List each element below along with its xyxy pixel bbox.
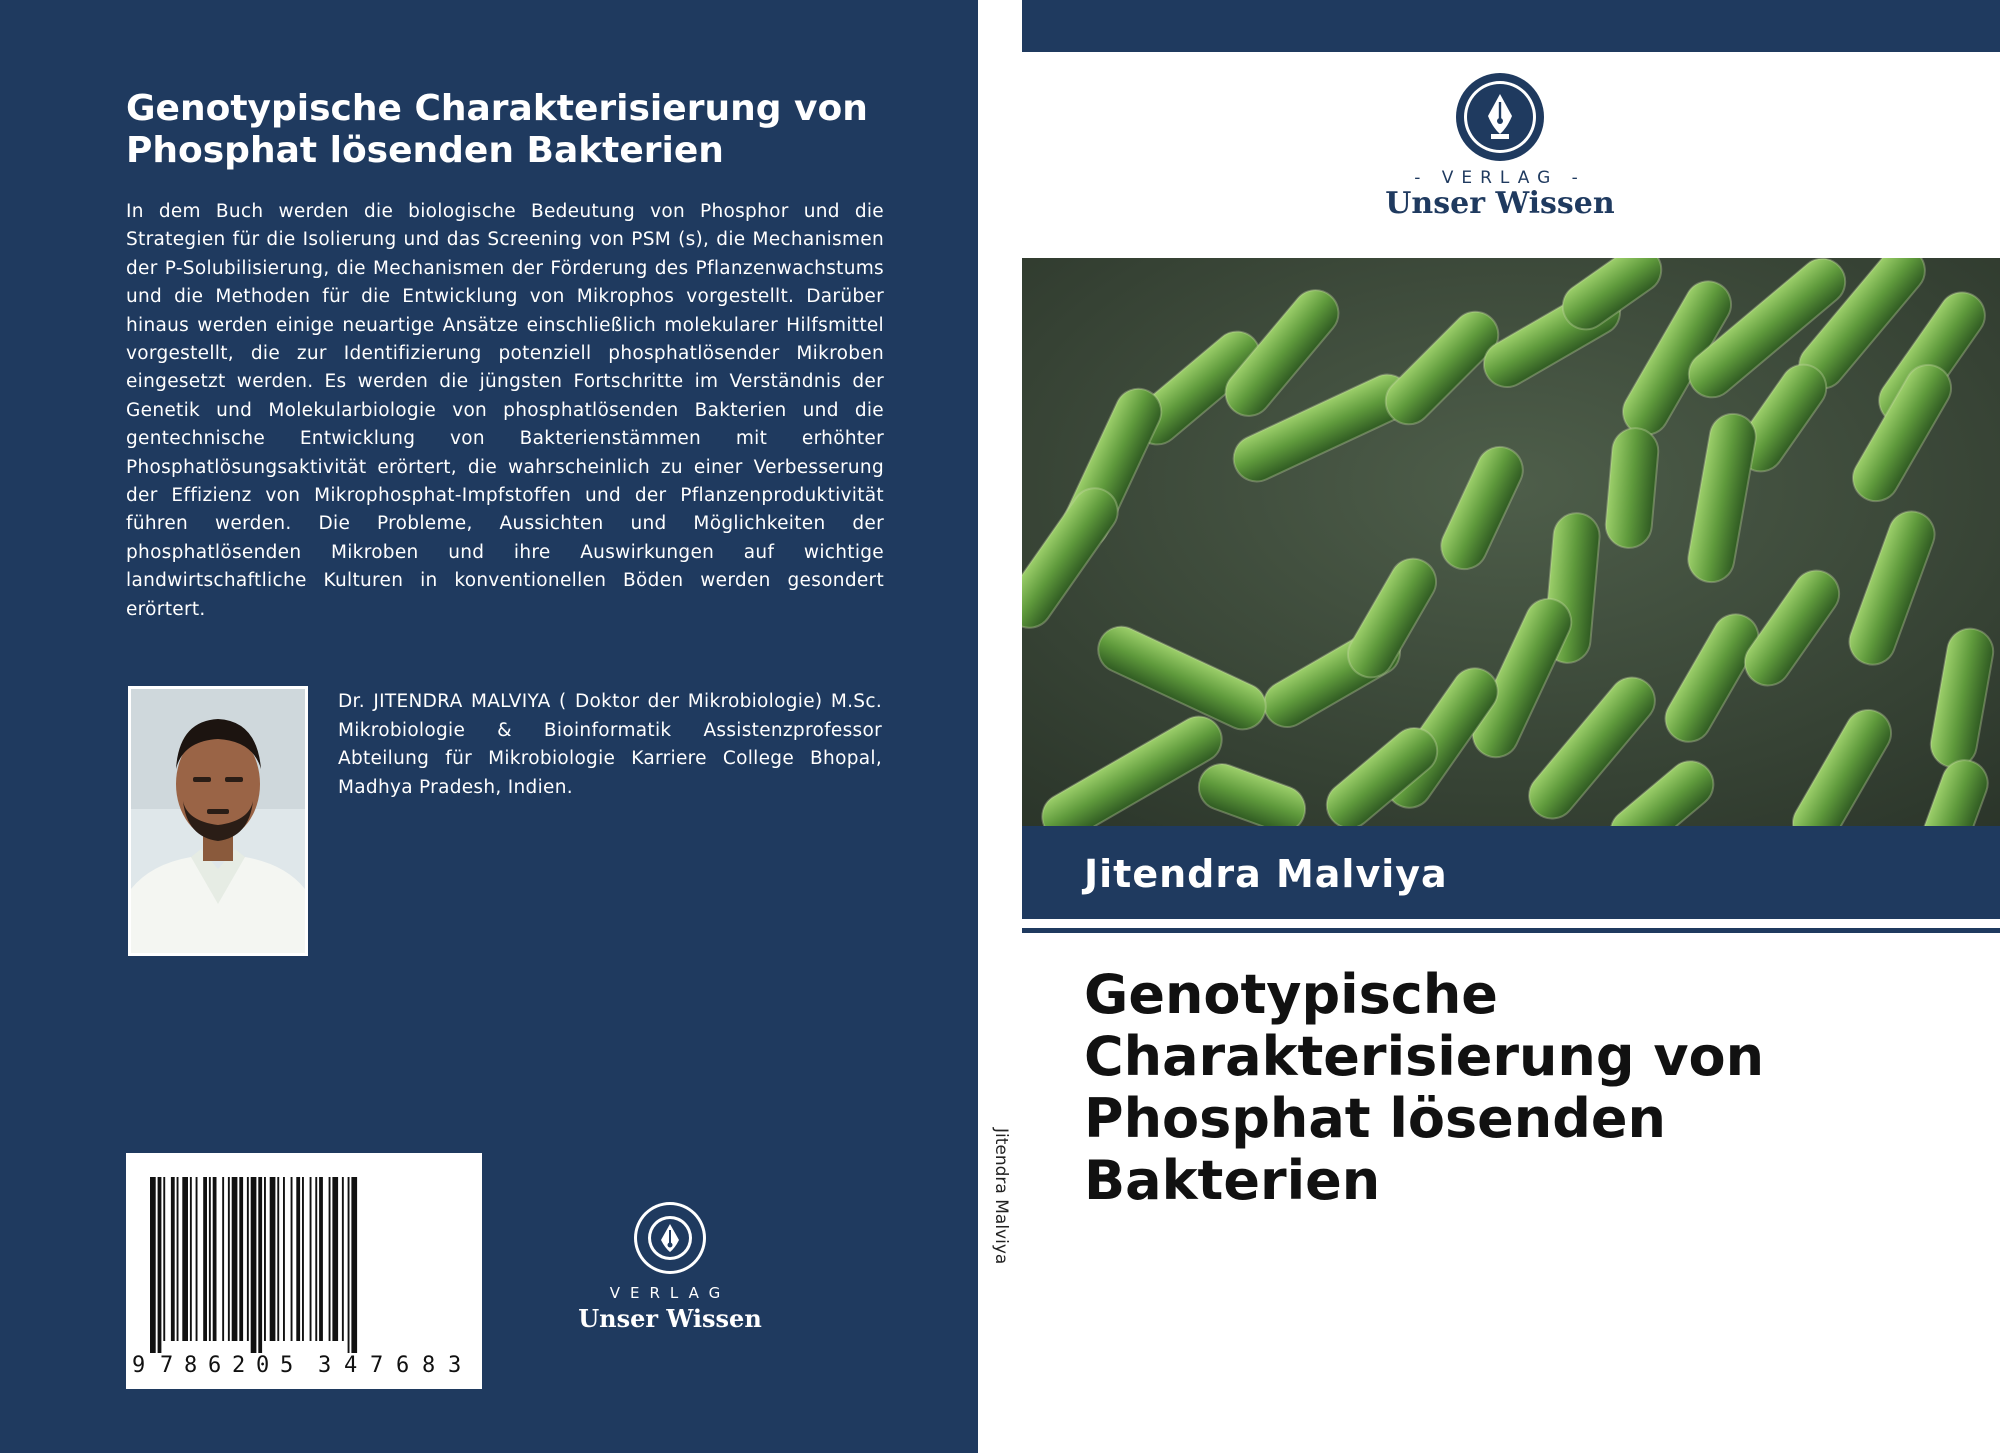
barcode <box>126 1153 482 1389</box>
barcode-bar <box>283 1177 285 1341</box>
barcode-bar <box>213 1177 217 1341</box>
barcode-bar <box>342 1177 344 1341</box>
barcode-digit: 6 <box>396 1353 410 1378</box>
barcode-bar <box>171 1177 175 1341</box>
barcode-digit: 9 <box>132 1353 146 1378</box>
barcode-bar <box>228 1177 230 1341</box>
barcode-bar <box>177 1177 179 1341</box>
bacteria-illustration <box>1022 258 2000 826</box>
barcode-bar <box>302 1177 304 1341</box>
barcode-digit: 2 <box>232 1353 246 1378</box>
barcode-digit: 0 <box>256 1353 270 1378</box>
barcode-bar <box>270 1177 276 1341</box>
barcode-bar <box>203 1177 207 1341</box>
barcode-digit: 8 <box>422 1353 436 1378</box>
front-logo-verlag: - VERLAG - <box>1414 168 1586 188</box>
back-publisher-logo <box>570 1200 770 1333</box>
front-author-name: Jitendra Malviya <box>1084 852 1448 896</box>
cover-image-bacteria <box>1022 258 2000 826</box>
front-top-band <box>1022 0 2000 52</box>
barcode-bar <box>351 1177 357 1353</box>
barcode-bar <box>332 1177 338 1341</box>
barcode-bar <box>319 1177 323 1341</box>
barcode-bar <box>239 1177 243 1341</box>
barcode-bar <box>291 1177 293 1341</box>
barcode-bar <box>251 1177 257 1353</box>
barcode-bar <box>329 1177 331 1341</box>
barcode-bar <box>196 1177 198 1341</box>
barcode-digit: 8 <box>184 1353 198 1378</box>
barcode-bar <box>296 1177 300 1341</box>
barcode-number <box>132 1353 476 1383</box>
barcode-bar <box>277 1177 279 1341</box>
publisher-seal-icon <box>632 1200 708 1276</box>
barcode-bar <box>258 1177 262 1353</box>
barcode-digit: 6 <box>208 1353 222 1378</box>
barcode-bar <box>348 1177 350 1353</box>
front-cover-title: Genotypische Charakterisierung von Phosphat lösenden Bakterien <box>1084 963 1765 1212</box>
spine-author-text: Jitendra Malviya <box>991 1128 1011 1265</box>
barcode-icon <box>146 1177 462 1353</box>
barcode-digit: 3 <box>448 1353 462 1378</box>
spine-author <box>980 1128 1020 1328</box>
fountain-pen-nib-icon <box>1455 72 1545 162</box>
front-author-band <box>1022 826 2000 919</box>
bacterium-rod <box>1604 426 1660 550</box>
barcode-digit: 5 <box>280 1353 294 1378</box>
back-cover-title: Genotypische Charakterisierung von Phosphat lösenden Bakterien <box>126 88 868 171</box>
front-logo-name: Unser Wissen <box>1385 186 1615 221</box>
barcode-bar <box>247 1177 249 1341</box>
back-logo-verlag: VERLAG <box>609 1284 731 1302</box>
barcode-bar <box>315 1177 317 1341</box>
barcode-bar <box>222 1177 224 1341</box>
back-logo-name: Unser Wissen <box>578 1304 762 1333</box>
barcode-bar <box>190 1177 192 1341</box>
barcode-bar <box>150 1177 156 1353</box>
barcode-bar <box>163 1177 165 1341</box>
author-bio: Dr. JITENDRA MALVIYA ( Doktor der Mikrobiologie) M.Sc. Mikrobiologie & Bioinformatik Assistenzprofessor Abteilung für Mikrobiologie Karriere College Bhopal, Madhya Pradesh, Indien. <box>338 691 882 798</box>
barcode-bar <box>264 1177 266 1341</box>
front-publisher-logo <box>1380 68 1620 228</box>
barcode-bar <box>232 1177 238 1341</box>
barcode-bar <box>209 1177 211 1341</box>
back-cover-blurb: In dem Buch werden die biologische Bedeutung von Phosphor und die Strategien für die Isolierung und das Screening von PSM (s), die Mechanismen der P-Solubilisierung, die Mechanismen der Förderung des Pflanzenwachstums und die Methoden für die Entwicklung von Mikrophos vorgestellt. Darüber hinaus werden einige neuartige Ansätze einschließlich molekularer Hilfsmittel vorgestellt, die zur Identifizierung potenziell phosphatlösender Mikroben eingesetzt werden. Es werden die jüngsten Fortschritte im Verständnis der Genetik und Molekularbiologie von phosphatlösenden Bakterien und die gentechnische Entwicklung von Bakterienstämmen mit erhöhter Phosphatlösungsaktivität erörtert, die wahrscheinlich zu einer Verbesserung der Effizienz von Mikrophosphat-Impfstoffen und der Pflanzenproduktivität führen werden. Die Probleme, Aussichten und Möglichkeiten der phosphatlösenden Mikroben und ihre Auswirkungen auf wichtige landwirtschaftliche Kulturen in konventionellen Böden werden gesondert erörtert. <box>126 201 884 620</box>
barcode-digit: 3 <box>318 1353 332 1378</box>
author-photo <box>128 686 308 956</box>
barcode-bar <box>182 1177 188 1341</box>
barcode-digit: 7 <box>370 1353 384 1378</box>
barcode-bar <box>310 1177 312 1341</box>
barcode-bar <box>158 1177 162 1353</box>
barcode-digit: 7 <box>160 1353 174 1378</box>
author-portrait-graphic <box>131 689 305 953</box>
front-divider-line <box>1022 928 2000 933</box>
barcode-digit: 4 <box>344 1353 358 1378</box>
